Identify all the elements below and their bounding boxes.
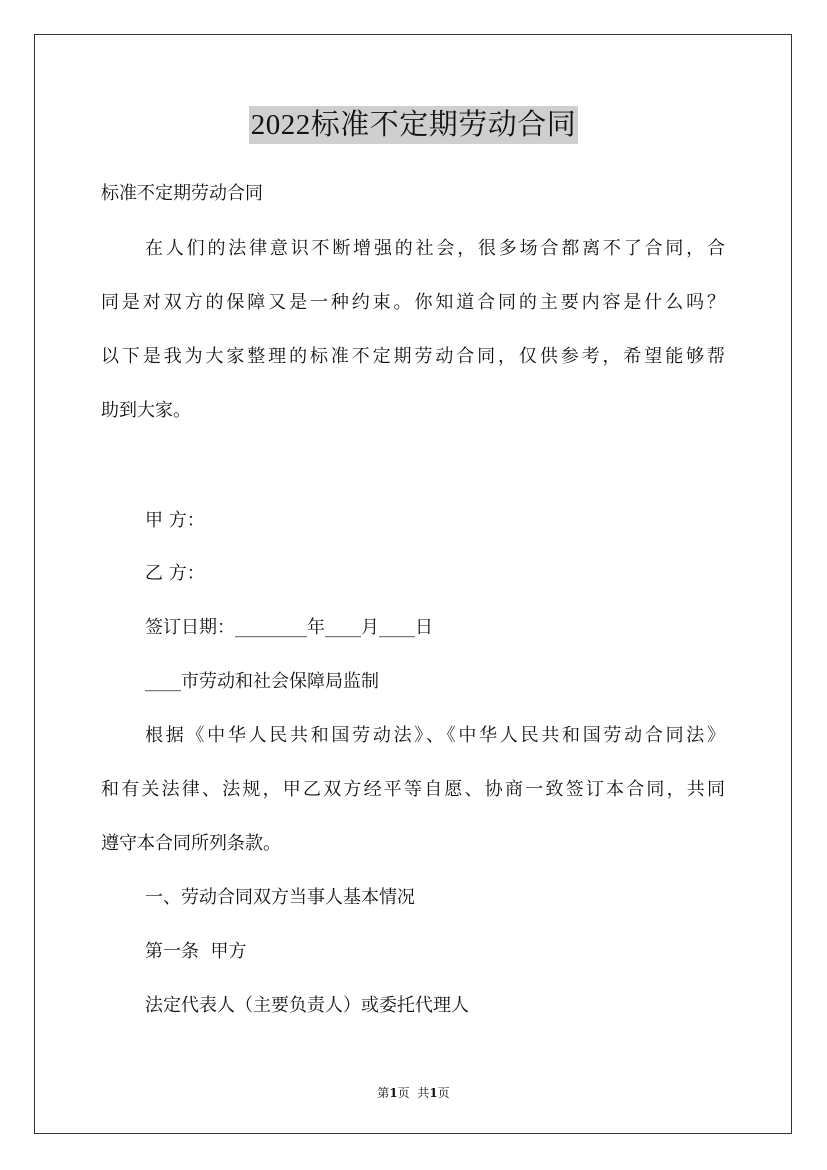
- basis-line-1: 根据《中华人民共和国劳动法》、《中华人民共和国劳动合同法》: [145, 725, 725, 746]
- party-a-label: 甲 方：: [145, 510, 205, 531]
- basis-line-2: 和有关法律、法规，甲乙双方经平等自愿、协商一致签订本合同，共同: [101, 779, 725, 800]
- page-footer: [0, 1086, 827, 1100]
- supervisor-line: ____市劳动和社会保障局监制: [145, 671, 379, 692]
- section-heading-one: 一、劳动合同双方当事人基本情况: [145, 887, 415, 908]
- party-b-label: 乙 方：: [145, 563, 205, 584]
- sign-date-line: 签订日期：________年____月____日: [145, 617, 433, 638]
- document-subtitle: 标准不定期劳动合同: [101, 183, 263, 204]
- intro-line-4: 助到大家。: [101, 400, 191, 421]
- document-title: [0, 104, 827, 144]
- article-one-heading: 第一条 甲方: [145, 941, 247, 962]
- basis-line-3: 遵守本合同所列条款。: [101, 833, 281, 854]
- legal-representative-line: 法定代表人（主要负责人）或委托代理人: [145, 995, 469, 1016]
- footer-page-total: 1: [429, 1086, 438, 1100]
- intro-line-3: 以下是我为大家整理的标准不定期劳动合同，仅供参考，希望能够帮: [101, 346, 725, 367]
- footer-page-current: 1: [389, 1086, 398, 1100]
- document-title-text: 2022标准不定期劳动合同: [249, 106, 579, 144]
- footer-page-mid: 页 共: [397, 1086, 430, 1100]
- footer-page-suffix: 页: [437, 1086, 450, 1100]
- intro-line-2: 同是对双方的保障又是一种约束。你知道合同的主要内容是什么吗？: [101, 292, 725, 313]
- footer-page-prefix: 第: [377, 1086, 390, 1100]
- intro-line-1: 在人们的法律意识不断增强的社会，很多场合都离不了合同，合: [145, 238, 725, 259]
